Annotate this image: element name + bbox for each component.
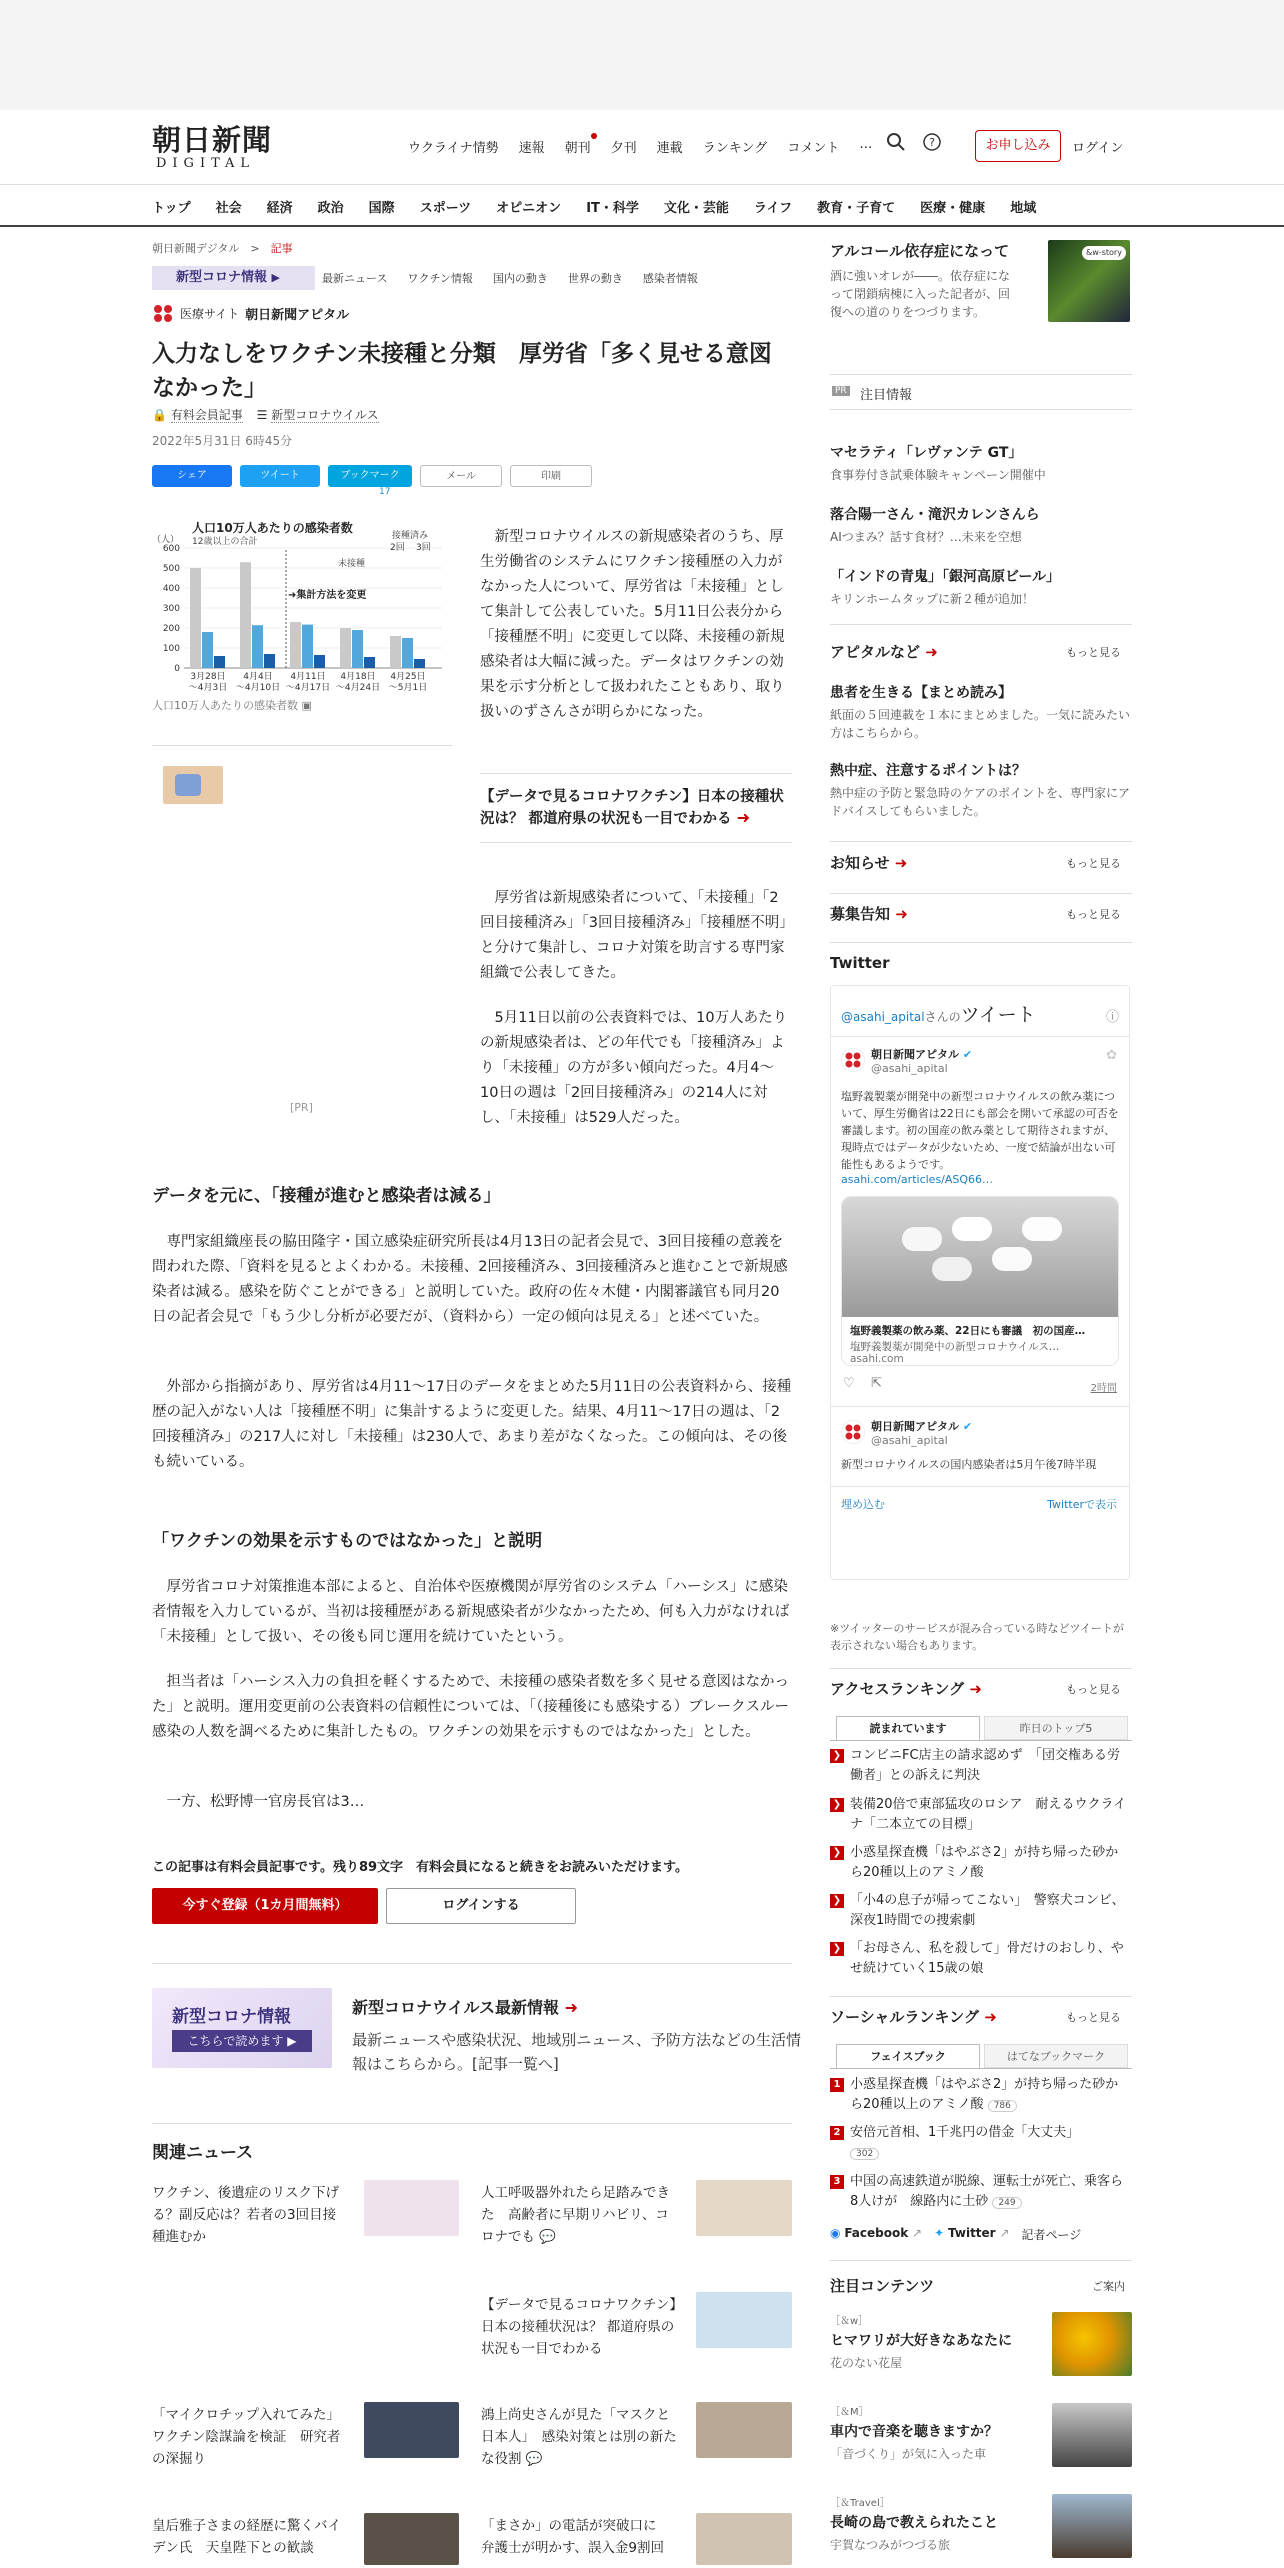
divider [830,624,1132,625]
legend-label: 2回 [390,543,405,553]
article-date: 2022年5月31日 6時45分 [152,434,293,448]
paywall-notice: この記事は有料会員記事です。残り89文字 有料会員になると続きをお読みいただけます。 [152,1860,689,1875]
sublink-cases[interactable]: 感染者情報 [642,272,698,285]
nav-series[interactable]: 連載 [656,141,683,156]
tab-hatena[interactable]: はてなブックマーク [984,2044,1128,2068]
legend-label: 接種済み [392,531,429,541]
card-desc: 塩野義製薬が開発中の新型コロナウイルス… [850,1341,1060,1353]
cat-education[interactable]: 教育・子育て [817,201,896,216]
apital-item[interactable]: 熱中症、注意するポイントは？ 熱中症の予防と緊急時のケアのポイントを、専門家にアドバイスしてもらいました。 [830,763,1131,818]
ranking-item[interactable]: ❯ 装備20倍で東部猛攻のロシア 耐えるウクライナ「二本立ての目標」 [830,1795,1130,1835]
legend-label: 未接種 [338,559,366,569]
divider [830,1996,1132,1997]
notice-title[interactable]: お知らせ ➜ [830,854,908,872]
related-item[interactable]: 皇后雅子さまの経歴に驚くバイデン氏 天皇陛下との歓談 [152,2518,341,2556]
nav-evening[interactable]: 夕刊 [610,141,637,156]
ranking-arrow-icon: ❯ [830,1894,844,1908]
chart-x-tick: ～4月3日 [188,683,228,693]
pr-label: [PR] [290,1101,313,1114]
social-ranking-title[interactable]: ソーシャルランキング ➜ [830,2008,997,2026]
comment-icon: 💬 [539,2229,557,2245]
related-news-title: 関連ニュース [152,2143,254,2163]
chart-x-tick: 4月11日 [290,672,326,682]
breadcrumb-home[interactable]: 朝日新聞デジタル [152,242,240,255]
related-thumb[interactable] [696,2292,792,2348]
legend-label: 3回 [416,543,431,553]
divider [830,1668,1132,1669]
cat-health[interactable]: 医療・健康 [920,201,986,216]
chart-bar-1 [252,625,263,668]
tweet-text: 新型コロナウイルスの国内感染者は5月午後7時半現 [841,1458,1097,1471]
banner-image-title: 新型コロナ情報 [172,2007,291,2027]
chart-y-tick: 600 [162,544,180,554]
twitter-widget-header[interactable]: @asahi_apitalさんのツイート [841,1004,1036,1026]
related-thumb[interactable] [364,2180,459,2236]
corona-tag-label: 新型コロナ情報 [176,270,268,285]
vaccine-data-link-text: 【データで見るコロナワクチン】日本の接種状況は？ 都道府県の状況も一目でわかる [480,789,784,827]
promo-title: アルコール依存症になって [830,242,1010,260]
register-button[interactable]: 今すぐ登録（1カ月間無料） [152,1888,378,1924]
related-item[interactable]: 【データで見るコロナワクチン】日本の接種状況は？ 都道府県の状況も一目でわかる [481,2297,677,2357]
ranking-item[interactable]: ❯ 小惑星探査機「はやぶさ2」が持ち帰った砂から20種以上のアミノ酸 [830,1843,1130,1883]
breadcrumb [152,240,293,256]
chart-title: 人口10万人あたりの感染者数 [192,521,353,535]
corona-banner-desc[interactable]: 最新ニュースや感染状況、地域別ニュース、予防方法などの生活情報はこちらから。[記事一覧へ] [352,2031,801,2073]
cat-top[interactable]: トップ [152,201,191,216]
mail-share-button[interactable]: メール [420,465,502,487]
chart-y-tick: 100 [162,644,180,654]
image-icon[interactable]: ▣ [301,699,312,712]
chart-x-tick: 4月18日 [340,672,376,682]
chart-bar-0 [290,622,301,668]
apital-section-title[interactable]: アピタルなど ➜ [830,643,938,661]
chart-x-tick: ～4月17日 [285,683,331,693]
chart-annotation: ➜集計方法を変更 [288,590,367,601]
chart-subtitle: 12歳以上の合計 [192,537,258,547]
featured-title: 注目コンテンツ [830,2277,935,2295]
chart-bar-2 [314,655,325,668]
tweet-time[interactable]: 2時間 [1090,1383,1117,1394]
sublink-latest[interactable]: 最新ニュース [322,272,388,285]
tab-yesterday-top5[interactable]: 昨日のトップ5 [984,1716,1128,1740]
tab-most-read[interactable]: 読まれています [836,1716,980,1740]
related-item[interactable]: 人工呼吸器外れたら足踏みできた 高齢者に早期リハビリ、コロナでも 💬 [481,2185,670,2245]
divider [152,1963,792,1964]
social-ranking-item[interactable]: 2 安倍元首相、1千兆円の借金「大丈夫」 302 [830,2123,1130,2164]
tweet-handle[interactable]: @asahi_apital [871,1434,948,1447]
tweet-text: 塩野義製薬が開発中の新型コロナウイルスの飲み薬について、厚生労働省は22日にも部会を開いて承認の可否を審議します。初の国産の飲み薬として期待されますが、現時点ではデータが少ないため、一度で結論が出ない可能性もあるようです。 [841,1090,1119,1171]
apital-brand[interactable] [152,303,349,323]
facebook-icon: ◉ [830,2226,841,2240]
paragraph-3: 5月11日以前の公表資料では、10万人あたりの新規感染者は、どの年代でも「接種済み」より「未接種」の方が多い傾向だった。4月4～10日の週は「2回目接種済み」の214人に対し、「未接種」は529人だった。 [480,1010,788,1126]
chart-x-tick: ～5月1日 [388,683,428,693]
pr-badge: PR [832,386,850,396]
divider [830,2260,1132,2261]
sidebar-promo[interactable] [830,240,1130,321]
featured-item[interactable]: ［＆M］ 車内で音楽を聴きますか？ 「音づくり」が気に入った車 [830,2407,998,2461]
apital-name: 朝日新聞アピタル [245,307,350,323]
twitter-link[interactable]: ✦ Twitter ↗ [934,2226,1010,2240]
featured-item[interactable]: ［＆w］ ヒマワリが大好きなあなたに 花のない花屋 [830,2316,1012,2370]
related-thumb[interactable] [696,2513,792,2565]
photo-thumbnail[interactable] [163,766,223,804]
chart-y-tick: 0 [174,664,180,674]
cat-opinion[interactable]: オピニオン [496,201,562,216]
chart-bar-0 [240,562,251,668]
access-ranking-title[interactable]: アクセスランキング ➜ [830,1680,982,1698]
chart-bar-2 [414,659,425,668]
more-link[interactable]: もっと見る [1066,857,1121,870]
pr-item[interactable]: 落合陽一さん・滝沢カレンさんら AIつまみ？話す食材？…未来を空想 [830,507,1040,544]
twitter-note: ※ツイッターのサービスが混み合っている時などツイートが表示されない場合もあります。 [830,1622,1124,1652]
twitter-bird-icon[interactable]: ✿ [1106,1048,1117,1063]
subscribe-button[interactable]: お申し込み [975,130,1061,162]
article-meta [152,406,379,423]
corona-banner-image[interactable] [152,1988,332,2068]
embed-link[interactable]: 埋め込む [841,1498,885,1511]
chart-bar-1 [402,638,413,668]
share-buttons [152,465,600,487]
chart-bar-1 [202,632,213,668]
top-ad-area [0,0,1284,110]
facebook-share-button[interactable]: シェア [152,465,232,487]
chart-bar-2 [264,654,275,668]
like-icon[interactable]: ♡ [843,1376,855,1391]
sublink-domestic[interactable]: 国内の動き [492,272,548,285]
cat-society[interactable]: 社会 [215,201,242,216]
help-icon[interactable] [922,132,942,152]
svg-text:?: ? [929,136,935,149]
twitter-section-title: Twitter [830,954,890,972]
promo-image [1048,240,1130,322]
cat-international[interactable]: 国際 [368,201,395,216]
corona-sublinks [322,270,718,286]
related-thumb[interactable] [364,2402,459,2458]
paragraph-2: 厚労省は新規感染者について、「未接種」「2回目接種済み」「3回目接種済み」「接種歴不明」と分けて集計し、コロナ対策を助言する専門家組織で公表してきた。 [480,890,787,981]
social-links [830,2226,1081,2243]
apital-item[interactable]: 患者を生きる【まとめ読み】 紙面の５回連載を１本にまとめました。一気に読みたい方はこちらから。 [830,685,1131,740]
breadcrumb-current: 記事 [270,242,293,255]
pr-item[interactable]: マセラティ「レヴァンテ GT」 食事券付き試乗体験キャンペーン開催中 [830,445,1046,482]
list-icon: ☰ [256,408,268,422]
tab-facebook[interactable]: フェイスブック [836,2044,980,2068]
vaccine-data-link[interactable] [480,773,792,843]
chart-bar-2 [214,656,225,668]
featured-thumb[interactable] [1052,2494,1132,2558]
chart-bar-2 [364,657,375,668]
infection-chart[interactable] [152,520,452,710]
breadcrumb-sep: > [250,242,260,255]
related-thumb[interactable] [696,2402,792,2458]
login-link[interactable]: ログイン [1072,141,1124,156]
cat-local[interactable]: 地域 [1010,201,1037,216]
featured-item[interactable]: ［＆Travel］ 長崎の島で教えられたこと 宇賀なつみがつづる旅 [830,2498,998,2552]
ranking-item[interactable]: ❯ コンビニFC店主の請求認めず 「団交権ある労働者」との訴えに判決 [830,1746,1130,1786]
chart-x-tick: 3月28日 [190,672,226,682]
chart-bar-1 [352,630,363,668]
tweet-link[interactable]: asahi.com/articles/ASQ66… [841,1173,994,1186]
topic-tag[interactable]: 新型コロナウイルス [271,408,379,422]
chart-y-tick: 200 [162,624,180,634]
sublink-vaccine[interactable]: ワクチン情報 [407,272,473,285]
arrow-right-icon: ➜ [736,808,751,827]
reporter-page-link[interactable]: 記者ページ [1021,2228,1082,2242]
paid-tag[interactable]: 有料会員記事 [170,408,243,422]
paragraph-8: 一方、松野博一官房長官は3… [166,1794,365,1810]
share-count-badge: 786 [988,2100,1017,2112]
section-heading-2: 「ワクチンの効果を示すものではなかった」と説明 [152,1531,543,1551]
twitter-share-button[interactable]: ツイート [240,465,320,487]
nav-ranking[interactable]: ランキング [702,141,768,156]
nav-morning[interactable]: 朝刊 [565,137,591,156]
hatena-bookmark-button[interactable]: ブックマーク [328,465,412,487]
paragraph-6: 厚労省コロナ対策推進本部によると、自治体や医療機関が厚労省のシステム「ハーシス」に感染者情報を入力しているが、当初は接種歴がある新規感染者が少なかったため、何も入力がなければ「未接種」として扱い、その後も同じ運用を続けていたという。 [152,1579,790,1645]
tweet-card[interactable] [841,1196,1119,1366]
paragraph-4: 専門家組織座長の脇田隆字・国立感染症研究所長は4月13日の記者会見で、3回目接種の意義を問われた際、「資料を見るとよくわかる。未接種、2回接種済み、3回接種済みと進むことで新規感染者は減る。感染を防ぐことができる」と説明していた。政府の佐々木健・内閣審議官も同月20日の記者会見で「もう少し分析が必要だが、（資料から）一定の傾向は見える」と述べていた。 [152,1234,788,1325]
verified-icon: ✔ [962,1048,973,1061]
chart-x-tick: ～4月10日 [235,683,281,693]
top-nav [408,137,892,156]
paragraph-5: 外部から指摘があり、厚労省は4月11～17日のデータをまとめた5月11日の公表資料から、接種歴の記入がない人は「接種歴不明」に集計するように変更した。結果、4月11～17日の週は、「2回接種済み」の217人に対し「未接種」は230人で、あまり差がなくなった。この傾向は、その後も続いている。 [152,1379,792,1470]
cat-life[interactable]: ライフ [753,201,793,216]
twitter-icon: ✦ [934,2226,945,2240]
cat-sports[interactable]: スポーツ [419,201,472,216]
promo-badge: &w-story [1082,246,1126,260]
related-thumb[interactable] [696,2180,792,2236]
divider [830,942,1132,943]
more-link[interactable]: もっと見る [1066,908,1121,921]
cat-economy[interactable]: 経済 [266,201,293,216]
pills-image [842,1197,1118,1317]
search-icon[interactable] [886,132,906,152]
lock-icon: 🔒 [152,408,167,422]
featured-thumb[interactable] [1052,2312,1132,2376]
pr-header [830,374,1132,410]
chart-bar-1 [302,625,313,668]
tweet-author[interactable]: 朝日新聞アピタル ✔ [871,1048,973,1061]
chart-x-tick: 4月4日 [243,672,273,682]
chart-bar-0 [190,568,201,668]
pr-item[interactable]: 「インドの青鬼」「銀河高原ビール」 キリンホームタップに新２種が追加！ [830,569,1061,606]
cat-politics[interactable]: 政治 [317,201,344,216]
apital-label: 医療サイト [180,306,240,321]
more-link[interactable]: もっと見る [1066,2011,1121,2024]
avatar[interactable] [841,1048,865,1072]
nav-ukraine[interactable]: ウクライナ情勢 [408,141,499,156]
paragraph-7: 担当者は「ハーシス入力の負担を軽くするためで、未接種の感染者数を多く見せる意図はなかった」と説明。運用変更前の公表資料の信頼性については、「（接種後にも感染する）ブレークスルー感染の人数を調べるために集計したもの。ワクチンの効果を示すものではなかった」とした。 [152,1674,789,1740]
chart-bar-0 [390,636,401,668]
print-button[interactable]: 印刷 [510,465,592,487]
promo-desc: 酒に強いオレが――。依存症になって閉鎖病棟に入った記者が、回復への道のりをつづります。 [830,269,1011,319]
recruit-title[interactable]: 募集告知 ➜ [830,905,908,923]
cat-culture[interactable]: 文化・芸能 [663,201,729,216]
share-count-badge: 249 [992,2197,1021,2209]
ranking-arrow-icon: ❯ [830,1749,844,1763]
divider [152,2123,792,2124]
card-domain: asahi.com [850,1353,904,1365]
comment-icon: 💬 [525,2451,543,2467]
tweet-author[interactable]: 朝日新聞アピタル ✔ [871,1420,973,1433]
divider [152,745,452,746]
facebook-link[interactable]: ◉ Facebook ↗ [830,2226,923,2240]
twitter-widget [830,985,1130,1580]
ranking-arrow-icon: ❯ [830,1942,844,1956]
nav-sokuho[interactable]: 速報 [518,141,545,156]
featured-thumb[interactable] [1052,2403,1132,2467]
category-nav [0,185,1284,227]
header-icons [886,132,942,152]
more-menu-icon[interactable]: … [859,137,873,152]
guide-link[interactable]: ご案内 [1092,2280,1125,2293]
view-on-twitter-link[interactable]: Twitterで表示 [1047,1498,1117,1511]
share-count-badge: 302 [850,2148,879,2160]
avatar[interactable] [841,1420,865,1444]
pr-title: 注目情報 [860,388,913,403]
site-logo[interactable] [152,124,282,174]
related-thumb[interactable] [364,2513,459,2565]
banner-read-button: こちらで読めます ▶ [172,2030,312,2052]
ranking-item[interactable]: ❯ 「お母さん、私を殺して」骨だけのおしり、やせ続けていく15歳の娘 [830,1939,1130,1979]
apital-logo-icon [152,303,174,323]
related-item[interactable]: 「マイクロチップ入れてみた」ワクチン陰謀論を検証 研究者の深掘り [152,2407,341,2467]
logo-sub: DIGITAL [156,156,256,171]
chart-y-tick: 500 [162,564,180,574]
paywall-login-button[interactable]: ログインする [386,1888,576,1924]
bookmark-count: 17 [379,487,391,497]
social-ranking-item[interactable]: 1 小惑星探査機「はやぶさ2」が持ち帰った砂から20種以上のアミノ酸 786 [830,2075,1130,2116]
section-heading-1: データを元に、「接種が進むと感染者は減る」 [152,1186,501,1206]
corona-banner-title[interactable]: 新型コロナウイルス最新情報 ➜ [352,1998,579,2017]
divider [830,841,1132,842]
cat-it-science[interactable]: IT・科学 [586,201,639,216]
share-icon[interactable]: ⇱ [871,1376,882,1391]
social-ranking-item[interactable]: 3 中国の高速鉄道が脱線、運転士が死亡、乗客ら8人けが 線路内に土砂 249 [830,2172,1130,2213]
corona-tag-button[interactable]: 新型コロナ情報 ▶ [152,266,315,290]
chart-x-tick: 4月25日 [390,672,426,682]
nav-comment[interactable]: コメント [787,141,840,156]
more-link[interactable]: もっと見る [1066,1683,1121,1696]
related-item[interactable]: ワクチン、後遺症のリスク下げる？副反応は？若者の3回目接種進むか [152,2185,339,2245]
ranking-arrow-icon: ❯ [830,1846,844,1860]
related-item[interactable]: 鴻上尚史さんが見た「マスクと日本人」 感染対策とは別の新たな役割 💬 [481,2407,677,2467]
card-title: 塩野義製薬の飲み薬、22日にも審議 初の国産… [850,1325,1086,1337]
related-item[interactable]: 「まさか」の電話が突破口に 弁護士が明かす、誤入金9割回 [481,2518,670,2556]
chart-caption: 人口10万人あたりの感染者数 ▣ [152,699,312,712]
ranking-item[interactable]: ❯ 「小4の息子が帰ってこない」 警察犬コンビ、深夜1時間での捜索劇 [830,1891,1130,1931]
logo-main: 朝日新聞 [152,123,273,157]
chart-y-label: （人） [152,535,180,545]
chart-y-tick: 300 [162,604,180,614]
article-title: 入力なしをワクチン未接種と分類 厚労省「多く見せる意図なかった」 [152,341,772,401]
paragraph-1: 新型コロナウイルスの新規感染者のうち、厚生労働省のシステムにワクチン接種歴の入力がなかった人について、厚労省は「未接種」として集計して公表していた。5月11日公表分から「接種歴不明」に変更して以降、未接種の新規感染者は大幅に減った。データはワクチンの効果を示す分析として扱われたこともあり、取り扱いのずさんさが明らかになった。 [480,529,785,720]
chart-bar-0 [340,628,351,668]
ranking-arrow-icon: ❯ [830,1798,844,1812]
divider [830,893,1132,894]
tweet-handle[interactable]: @asahi_apital [871,1062,948,1075]
chart-x-tick: ～4月24日 [335,683,381,693]
chart-y-tick: 400 [162,584,180,594]
sublink-world[interactable]: 世界の動き [567,272,623,285]
more-link[interactable]: もっと見る [1066,646,1121,659]
info-icon[interactable]: ⓘ [1105,1010,1119,1025]
